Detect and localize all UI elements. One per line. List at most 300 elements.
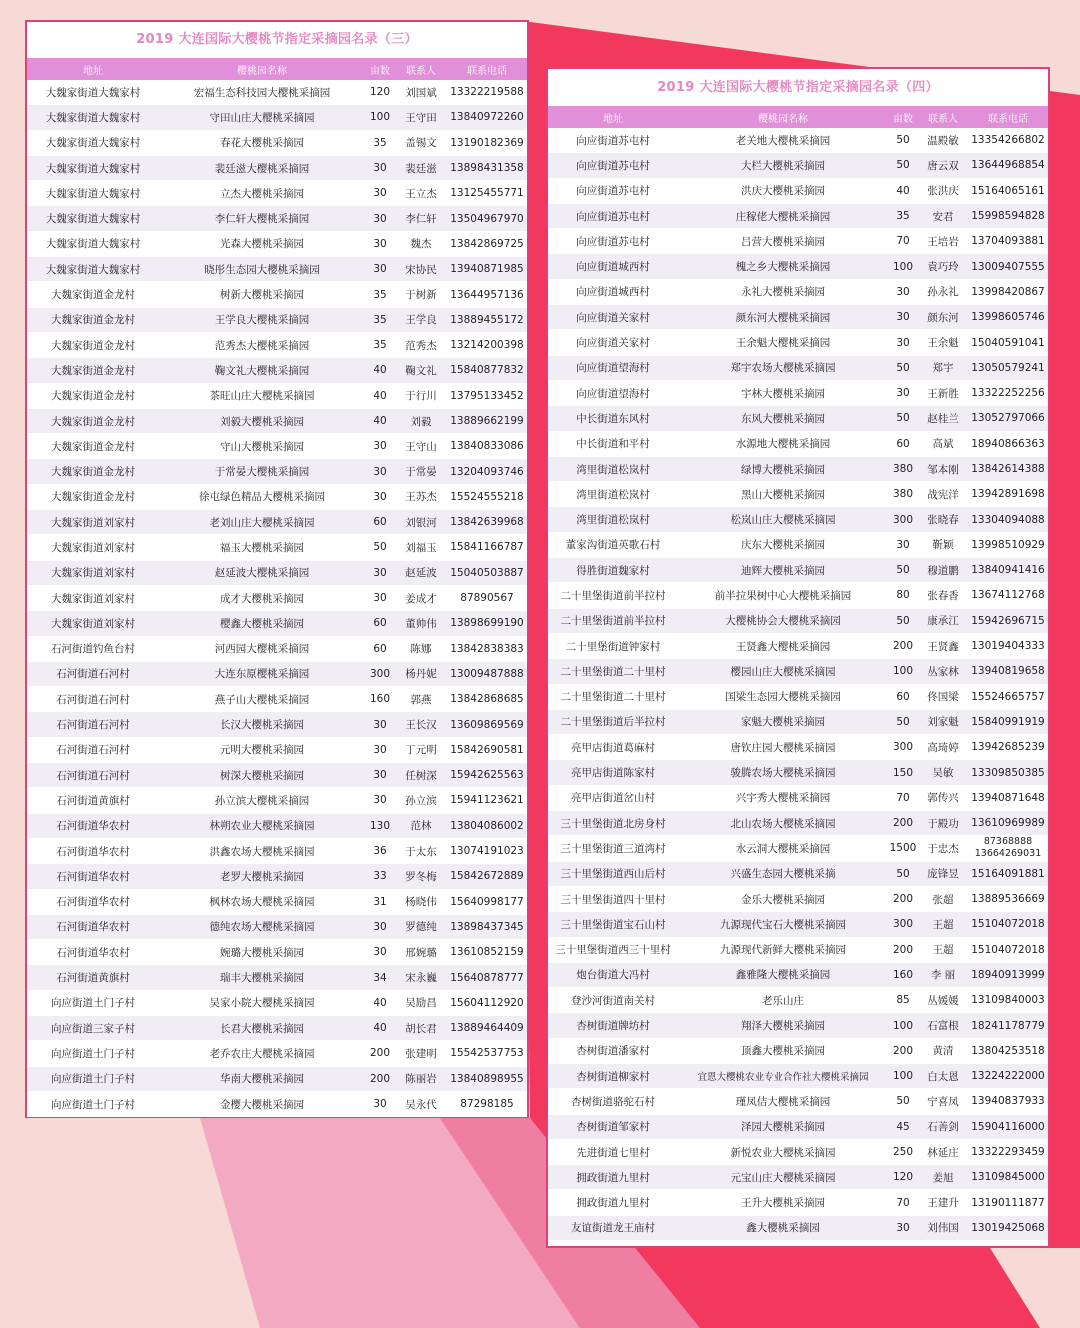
cell-area: 120 [365, 80, 395, 105]
cell-area: 1500 [888, 836, 918, 861]
cell-orchard-name: 九源现代宝石大樱桃采摘园 [678, 912, 888, 937]
table-row [27, 510, 527, 535]
cell-orchard-name: 守田山庄大樱桃采摘园 [159, 105, 365, 130]
cell-contact: 唐云双 [918, 153, 968, 178]
cell-phone: 15841166787 [447, 535, 527, 560]
cell-orchard-name: 老罗大樱桃采摘园 [159, 864, 365, 889]
cell-address: 向应街道苏屯村 [548, 178, 678, 203]
cell-contact: 安君 [918, 203, 968, 228]
cell-phone: 15840991919 [968, 709, 1048, 734]
table-row [27, 965, 527, 990]
cell-phone: 13889464409 [447, 1015, 527, 1040]
cell-address: 大魏家街道大魏家村 [27, 231, 159, 256]
cell-orchard-name: 赵延波大樱桃采摘园 [159, 560, 365, 585]
cell-orchard-name: 瑞丰大樱桃采摘园 [159, 965, 365, 990]
table-row [27, 737, 527, 762]
cell-area: 130 [365, 813, 395, 838]
cell-orchard-name: 九源现代新鲜大樱桃采摘园 [678, 937, 888, 962]
table-row [548, 532, 1048, 557]
cell-address: 董家沟街道英歌石村 [548, 532, 678, 557]
cell-orchard-name: 徐屯绿色精品大樱桃采摘园 [159, 484, 365, 509]
cell-orchard-name: 树新大樱桃采摘园 [159, 282, 365, 307]
cell-phone: 87368888 13664269031 [968, 836, 1048, 861]
cell-phone: 13842868685 [447, 687, 527, 712]
table-panel-left [25, 20, 529, 1118]
cell-address: 二十里堡街道钟家村 [548, 633, 678, 658]
cell-phone: 15040503887 [447, 560, 527, 585]
cell-orchard-name: 大连东原樱桃采摘园 [159, 661, 365, 686]
cell-orchard-name: 顶鑫大樱桃采摘园 [678, 1038, 888, 1063]
cell-address: 二十里堡街道前半拉村 [548, 583, 678, 608]
cell-phone: 13898437345 [447, 914, 527, 939]
cell-orchard-name: 永礼大樱桃采摘园 [678, 279, 888, 304]
cell-contact: 姜成才 [395, 585, 447, 610]
cell-orchard-name: 鞠文礼大樱桃采摘园 [159, 358, 365, 383]
cell-phone: 15842672889 [447, 864, 527, 889]
cell-address: 二十里堡街道后半拉村 [548, 709, 678, 734]
cell-area: 30 [888, 532, 918, 557]
cell-phone: 13109840003 [968, 988, 1048, 1013]
column-header-area: 亩数 [365, 58, 395, 80]
cell-orchard-name: 兴盛生态园大樱桃采摘 [678, 861, 888, 886]
cell-orchard-name: 宏福生态科技园大樱桃采摘园 [159, 80, 365, 105]
cell-address: 向应街道城西村 [548, 254, 678, 279]
cell-contact: 丛家林 [918, 659, 968, 684]
cell-area: 30 [365, 181, 395, 206]
cell-orchard-name: 庄稼佬大樱桃采摘园 [678, 203, 888, 228]
table-row [548, 1190, 1048, 1215]
cell-orchard-name: 松岚山庄大樱桃采摘园 [678, 507, 888, 532]
table-row [27, 940, 527, 965]
cell-address: 炮台街道大冯村 [548, 962, 678, 987]
table-row [548, 836, 1048, 861]
cell-address: 先进街道七里村 [548, 1139, 678, 1164]
cell-area: 30 [365, 484, 395, 509]
cell-contact: 邹本刚 [918, 456, 968, 481]
cell-address: 向应街道关家村 [548, 330, 678, 355]
cell-orchard-name: 王学良大樱桃采摘园 [159, 307, 365, 332]
cell-area: 300 [888, 507, 918, 532]
cell-address: 大魏家街道大魏家村 [27, 105, 159, 130]
table-row [548, 684, 1048, 709]
table-row [548, 406, 1048, 431]
table-row [27, 80, 527, 105]
column-header-contact: 联系人 [918, 106, 968, 128]
cell-contact: 穆道鹏 [918, 558, 968, 583]
table-row [548, 431, 1048, 456]
column-header-orchard-name: 樱桃园名称 [678, 106, 888, 128]
cell-address: 亮甲店街道岔山村 [548, 785, 678, 810]
table-row [548, 988, 1048, 1013]
cell-phone: 13019425068 [968, 1215, 1048, 1240]
cell-phone: 15942696715 [968, 608, 1048, 633]
table-row [548, 456, 1048, 481]
cell-contact: 王贤鑫 [918, 633, 968, 658]
column-header-orchard-name: 樱桃园名称 [159, 58, 365, 80]
cell-contact: 范林 [395, 813, 447, 838]
cell-phone: 13804253518 [968, 1038, 1048, 1063]
cell-area: 60 [888, 684, 918, 709]
table-row [548, 608, 1048, 633]
cell-orchard-name: 宇林大樱桃采摘园 [678, 380, 888, 405]
cell-area: 300 [888, 912, 918, 937]
cell-address: 大魏家街道金龙村 [27, 383, 159, 408]
cell-area: 30 [365, 737, 395, 762]
cell-phone: 13322252256 [968, 380, 1048, 405]
cell-contact: 郑宇 [918, 355, 968, 380]
cell-contact: 袁巧玲 [918, 254, 968, 279]
cell-address: 三十里堡街道西三十里村 [548, 937, 678, 962]
cell-contact: 康承江 [918, 608, 968, 633]
cell-area: 40 [365, 990, 395, 1015]
cell-address: 三十里堡街道宝石山村 [548, 912, 678, 937]
cell-area: 35 [365, 332, 395, 357]
table-row [548, 482, 1048, 507]
cell-contact: 王长汉 [395, 712, 447, 737]
cell-area: 30 [365, 231, 395, 256]
cell-phone: 13304094088 [968, 507, 1048, 532]
cell-phone: 13889455172 [447, 307, 527, 332]
cell-address: 大魏家街道金龙村 [27, 408, 159, 433]
cell-area: 50 [888, 128, 918, 153]
table-row [548, 558, 1048, 583]
cell-address: 大魏家街道金龙村 [27, 282, 159, 307]
cell-phone: 18241178779 [968, 1013, 1048, 1038]
cell-contact: 宁喜凤 [918, 1089, 968, 1114]
cell-orchard-name: 金乐大樱桃采摘园 [678, 886, 888, 911]
table-row [548, 1063, 1048, 1088]
cell-contact: 庞锋昱 [918, 861, 968, 886]
cell-phone: 13644968854 [968, 153, 1048, 178]
cell-orchard-name: 光森大樱桃采摘园 [159, 231, 365, 256]
cell-phone: 13940819658 [968, 659, 1048, 684]
cell-phone: 13842639968 [447, 510, 527, 535]
cell-contact: 颜东河 [918, 305, 968, 330]
cell-address: 大魏家街道大魏家村 [27, 206, 159, 231]
cell-orchard-name: 吴家小院大樱桃采摘园 [159, 990, 365, 1015]
cell-contact: 于太东 [395, 838, 447, 863]
table-row [548, 1165, 1048, 1190]
cell-orchard-name: 裴廷滋大樱桃采摘园 [159, 155, 365, 180]
cell-contact: 鞠文礼 [395, 358, 447, 383]
cell-address: 大魏家街道大魏家村 [27, 80, 159, 105]
cell-orchard-name: 老刘山庄大樱桃采摘园 [159, 510, 365, 535]
cell-phone: 13840972260 [447, 105, 527, 130]
cell-address: 亮甲店街道葛麻村 [548, 735, 678, 760]
orchard-table [27, 58, 527, 1117]
cell-area: 35 [365, 282, 395, 307]
cell-phone: 13009487888 [447, 661, 527, 686]
cell-orchard-name: 婉璐大樱桃采摘园 [159, 940, 365, 965]
cell-orchard-name: 范秀杰大樱桃采摘园 [159, 332, 365, 357]
cell-contact: 王新胜 [918, 380, 968, 405]
cell-address: 大魏家街道大魏家村 [27, 130, 159, 155]
cell-contact: 李 丽 [918, 962, 968, 987]
cell-orchard-name: 洪鑫农场大樱桃采摘园 [159, 838, 365, 863]
cell-address: 三十里堡街道三道湾村 [548, 836, 678, 861]
cell-orchard-name: 老乔农庄大樱桃采摘园 [159, 1041, 365, 1066]
cell-contact: 姜旭 [918, 1165, 968, 1190]
cell-orchard-name: 元宝山庄大樱桃采摘园 [678, 1165, 888, 1190]
cell-orchard-name: 春花大樱桃采摘园 [159, 130, 365, 155]
cell-area: 60 [365, 636, 395, 661]
cell-address: 石河街道黄旗村 [27, 965, 159, 990]
cell-phone: 15542537753 [447, 1041, 527, 1066]
column-header-address: 地址 [27, 58, 159, 80]
cell-area: 35 [365, 307, 395, 332]
table-row [27, 585, 527, 610]
cell-orchard-name: 鑫大樱桃采摘园 [678, 1215, 888, 1240]
cell-phone: 15904116000 [968, 1114, 1048, 1139]
cell-address: 石河街道石河村 [27, 763, 159, 788]
cell-orchard-name: 成才大樱桃采摘园 [159, 585, 365, 610]
cell-address: 杏树街道潘家村 [548, 1038, 678, 1063]
table-row [27, 661, 527, 686]
cell-contact: 白太恩 [918, 1063, 968, 1088]
cell-address: 大魏家街道大魏家村 [27, 181, 159, 206]
cell-area: 30 [365, 788, 395, 813]
cell-address: 拥政街道九里村 [548, 1165, 678, 1190]
cell-area: 160 [365, 687, 395, 712]
cell-area: 30 [365, 914, 395, 939]
cell-phone: 15524665757 [968, 684, 1048, 709]
cell-area: 120 [888, 1165, 918, 1190]
table-row [548, 1215, 1048, 1240]
cell-phone: 13644957136 [447, 282, 527, 307]
cell-contact: 林延庄 [918, 1139, 968, 1164]
cell-phone: 13842869725 [447, 231, 527, 256]
table-row [27, 611, 527, 636]
table-row [27, 307, 527, 332]
cell-phone: 18940913999 [968, 962, 1048, 987]
cell-area: 50 [888, 709, 918, 734]
cell-address: 石河街道石河村 [27, 661, 159, 686]
cell-area: 150 [888, 760, 918, 785]
cell-phone: 15941123621 [447, 788, 527, 813]
cell-address: 石河街道石河村 [27, 712, 159, 737]
cell-orchard-name: 元明大樱桃采摘园 [159, 737, 365, 762]
cell-address: 向应街道苏屯村 [548, 128, 678, 153]
cell-contact: 刘家魁 [918, 709, 968, 734]
table-row [548, 1038, 1048, 1063]
cell-address: 二十里堡街道前半拉村 [548, 608, 678, 633]
table-row [548, 633, 1048, 658]
table-row [548, 912, 1048, 937]
cell-address: 向应街道关家村 [548, 305, 678, 330]
cell-phone: 13309850385 [968, 760, 1048, 785]
cell-orchard-name: 王余魁大樱桃采摘园 [678, 330, 888, 355]
cell-orchard-name: 迪辉大樱桃采摘园 [678, 558, 888, 583]
cell-orchard-name: 金樱大樱桃采摘园 [159, 1091, 365, 1116]
cell-area: 30 [365, 763, 395, 788]
cell-orchard-name: 洪庆大樱桃采摘园 [678, 178, 888, 203]
cell-phone: 13940871648 [968, 785, 1048, 810]
cell-contact: 黄清 [918, 1038, 968, 1063]
cell-orchard-name: 吕营大樱桃采摘园 [678, 229, 888, 254]
table-row [548, 279, 1048, 304]
cell-phone: 15040591041 [968, 330, 1048, 355]
cell-area: 30 [365, 1091, 395, 1116]
cell-contact: 于殿功 [918, 811, 968, 836]
cell-area: 380 [888, 482, 918, 507]
cell-contact: 裴廷滋 [395, 155, 447, 180]
cell-address: 三十里堡街道北房身村 [548, 811, 678, 836]
cell-address: 向应街道苏屯村 [548, 153, 678, 178]
cell-phone: 13109845000 [968, 1165, 1048, 1190]
cell-orchard-name: 立杰大樱桃采摘园 [159, 181, 365, 206]
cell-address: 向应街道苏屯村 [548, 229, 678, 254]
cell-orchard-name: 茶旺山庄大樱桃采摘园 [159, 383, 365, 408]
cell-area: 50 [888, 355, 918, 380]
cell-orchard-name: 樱鑫大樱桃采摘园 [159, 611, 365, 636]
cell-area: 30 [888, 305, 918, 330]
cell-phone: 13889536669 [968, 886, 1048, 911]
table-row [27, 712, 527, 737]
table-row [548, 178, 1048, 203]
cell-area: 30 [365, 940, 395, 965]
cell-orchard-name: 晓彤生态园大樱桃采摘园 [159, 257, 365, 282]
cell-contact: 刘银河 [395, 510, 447, 535]
cell-area: 200 [888, 811, 918, 836]
cell-phone: 15104072018 [968, 937, 1048, 962]
cell-contact: 盖锡文 [395, 130, 447, 155]
cell-address: 向应街道土门子村 [27, 990, 159, 1015]
cell-contact: 张晓春 [918, 507, 968, 532]
cell-phone: 18940866363 [968, 431, 1048, 456]
table-row [548, 355, 1048, 380]
table-row [27, 383, 527, 408]
table-row [548, 1013, 1048, 1038]
cell-address: 湾里街道松岚村 [548, 507, 678, 532]
cell-address: 亮甲店街道陈家村 [548, 760, 678, 785]
table-row [27, 1066, 527, 1091]
cell-phone: 13804086002 [447, 813, 527, 838]
cell-orchard-name: 东风大樱桃采摘园 [678, 406, 888, 431]
cell-contact: 王培岩 [918, 229, 968, 254]
cell-orchard-name: 大栏大樱桃采摘园 [678, 153, 888, 178]
cell-address: 向应街道望海村 [548, 380, 678, 405]
cell-contact: 吴励昌 [395, 990, 447, 1015]
cell-area: 30 [888, 330, 918, 355]
cell-contact: 于行川 [395, 383, 447, 408]
cell-address: 石河街道华农村 [27, 940, 159, 965]
table-row [27, 838, 527, 863]
cell-phone: 13609869569 [447, 712, 527, 737]
cell-area: 200 [888, 937, 918, 962]
table-row [27, 1015, 527, 1040]
table-row [548, 380, 1048, 405]
cell-address: 向应街道望海村 [548, 355, 678, 380]
cell-area: 300 [888, 735, 918, 760]
cell-phone: 13940837933 [968, 1089, 1048, 1114]
cell-phone: 13009407555 [968, 254, 1048, 279]
cell-address: 石河街道石河村 [27, 737, 159, 762]
cell-orchard-name: 北山农场大樱桃采摘园 [678, 811, 888, 836]
cell-phone: 13704093881 [968, 229, 1048, 254]
cell-area: 31 [365, 889, 395, 914]
cell-orchard-name: 新悦农业大樱桃采摘园 [678, 1139, 888, 1164]
cell-contact: 王超 [918, 912, 968, 937]
cell-contact: 李仁轩 [395, 206, 447, 231]
cell-orchard-name: 家魁大樱桃采摘园 [678, 709, 888, 734]
cell-area: 45 [888, 1114, 918, 1139]
cell-phone: 13322293459 [968, 1139, 1048, 1164]
cell-area: 40 [888, 178, 918, 203]
cell-orchard-name: 长君大樱桃采摘园 [159, 1015, 365, 1040]
table-row [27, 1091, 527, 1116]
cell-address: 向应街道苏屯村 [548, 203, 678, 228]
cell-contact: 于常晏 [395, 459, 447, 484]
cell-orchard-name: 林朔农业大樱桃采摘园 [159, 813, 365, 838]
cell-phone: 13504967970 [447, 206, 527, 231]
cell-contact: 刘毅 [395, 408, 447, 433]
cell-orchard-name: 福玉大樱桃采摘园 [159, 535, 365, 560]
cell-address: 友谊街道龙王庙村 [548, 1215, 678, 1240]
panel-title: 2019 大连国际大樱桃节指定采摘园名录（三） [136, 32, 418, 47]
cell-contact: 张春香 [918, 583, 968, 608]
cell-orchard-name: 长汉大樱桃采摘园 [159, 712, 365, 737]
cell-area: 30 [888, 380, 918, 405]
cell-address: 向应街道三家子村 [27, 1015, 159, 1040]
table-row [27, 560, 527, 585]
cell-contact: 刘伟国 [918, 1215, 968, 1240]
cell-address: 大魏家街道金龙村 [27, 332, 159, 357]
cell-phone: 13610969989 [968, 811, 1048, 836]
cell-area: 30 [365, 434, 395, 459]
cell-phone: 13998510929 [968, 532, 1048, 557]
cell-address: 二十里堡街道二十里村 [548, 659, 678, 684]
cell-orchard-name: 枫林农场大樱桃采摘园 [159, 889, 365, 914]
cell-contact: 魏杰 [395, 231, 447, 256]
cell-orchard-name: 槐之乡大樱桃采摘园 [678, 254, 888, 279]
cell-orchard-name: 宜恩大樱桃农业专业合作社大樱桃采摘园 [678, 1063, 888, 1088]
cell-area: 60 [365, 510, 395, 535]
table-row [548, 659, 1048, 684]
cell-phone: 15840877832 [447, 358, 527, 383]
cell-orchard-name: 郑宇农场大樱桃采摘园 [678, 355, 888, 380]
cell-orchard-name: 大樱桃协会大樱桃采摘园 [678, 608, 888, 633]
cell-contact: 孙永礼 [918, 279, 968, 304]
cell-address: 杏树街道柳家村 [548, 1063, 678, 1088]
cell-contact: 王超 [918, 937, 968, 962]
cell-phone: 13840898955 [447, 1066, 527, 1091]
table-row [27, 1041, 527, 1066]
cell-area: 100 [888, 254, 918, 279]
cell-orchard-name: 庆东大樱桃采摘园 [678, 532, 888, 557]
table-row [27, 763, 527, 788]
cell-address: 石河街道钓鱼台村 [27, 636, 159, 661]
cell-area: 30 [365, 560, 395, 585]
cell-contact: 石富根 [918, 1013, 968, 1038]
cell-orchard-name: 颜东河大樱桃采摘园 [678, 305, 888, 330]
cell-contact: 王立杰 [395, 181, 447, 206]
table-row [548, 153, 1048, 178]
cell-address: 大魏家街道大魏家村 [27, 257, 159, 282]
cell-phone: 15842690581 [447, 737, 527, 762]
cell-contact: 张超 [918, 886, 968, 911]
cell-area: 40 [365, 1015, 395, 1040]
cell-orchard-name: 孙立滨大樱桃采摘园 [159, 788, 365, 813]
cell-area: 200 [365, 1066, 395, 1091]
cell-address: 向应街道土门子村 [27, 1066, 159, 1091]
cell-contact: 刘国斌 [395, 80, 447, 105]
cell-address: 杏树街道骆驼石村 [548, 1089, 678, 1114]
cell-address: 登沙河街道南关村 [548, 988, 678, 1013]
table-row [548, 203, 1048, 228]
cell-phone: 13224222000 [968, 1063, 1048, 1088]
cell-area: 30 [888, 1215, 918, 1240]
cell-area: 34 [365, 965, 395, 990]
